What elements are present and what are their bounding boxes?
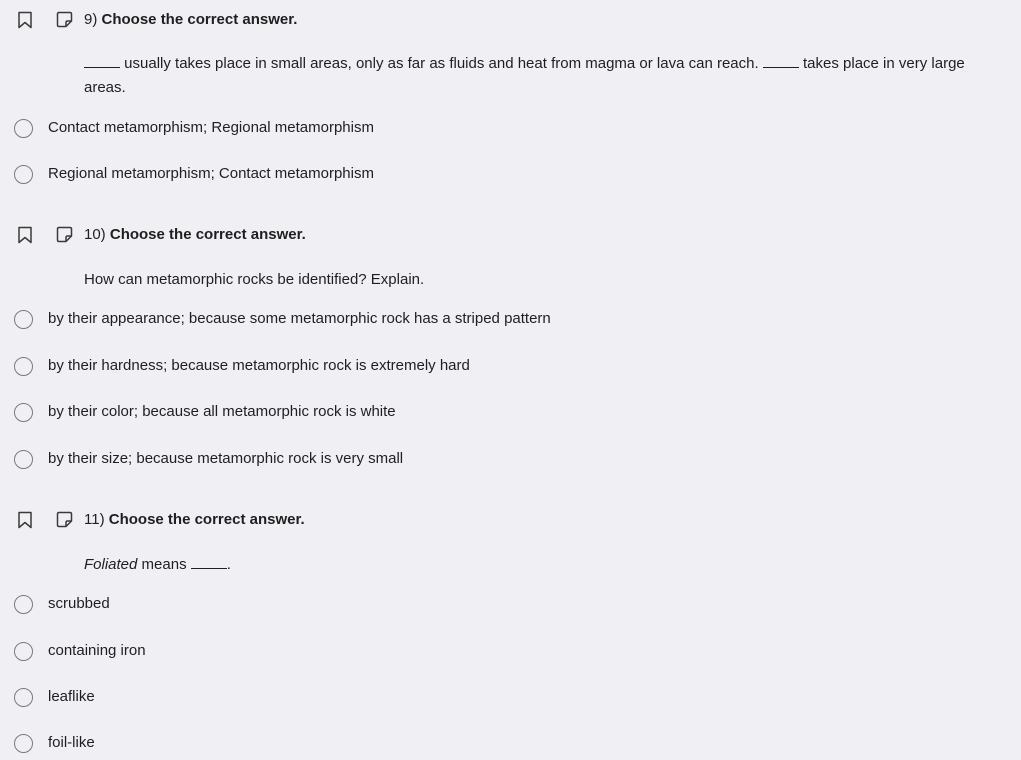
question-number: 11) xyxy=(84,511,105,528)
radio-button[interactable] xyxy=(14,310,33,329)
sticky-note-icon[interactable] xyxy=(56,11,73,28)
question-prompt: How can metamorphic rocks be identified? Explain. xyxy=(84,271,425,288)
option-label: by their appearance; because some metamorphic rock has a striped pattern xyxy=(48,310,551,327)
radio-button[interactable] xyxy=(14,688,33,707)
question-title: Choose the correct answer. xyxy=(108,511,305,528)
option-label: Regional metamorphism; Contact metamorphism xyxy=(48,165,374,182)
answer-option[interactable] xyxy=(14,116,374,140)
radio-button[interactable] xyxy=(14,595,33,614)
answer-option[interactable] xyxy=(14,731,95,755)
radio-button[interactable] xyxy=(14,734,33,753)
option-label: containing iron xyxy=(48,642,146,659)
option-label: scrubbed xyxy=(48,595,110,612)
answer-blank xyxy=(191,555,227,569)
prompt-italic-term: Foliated xyxy=(84,556,138,573)
question-prompt xyxy=(84,553,1009,577)
radio-button[interactable] xyxy=(14,119,33,138)
prompt-text: takes place in very large areas. xyxy=(84,55,965,96)
answer-blank xyxy=(763,54,799,68)
option-label: foil-like xyxy=(48,734,95,751)
question-header xyxy=(84,510,305,530)
option-label: Contact metamorphism; Regional metamorphism xyxy=(48,119,374,136)
answer-option[interactable] xyxy=(14,639,146,663)
sticky-note-icon[interactable] xyxy=(56,511,73,528)
radio-button[interactable] xyxy=(14,165,33,184)
option-label: by their size; because metamorphic rock is very small xyxy=(48,450,404,467)
option-label: by their color; because all metamorphic rock is white xyxy=(48,403,396,420)
question-number: 10) xyxy=(84,226,106,243)
prompt-text: usually takes place in small areas, only as far as fluids and heat from magma or lava can reach. xyxy=(124,55,759,72)
option-label: leaflike xyxy=(48,688,95,705)
prompt-text: . xyxy=(226,556,231,573)
option-label: by their hardness; because metamorphic rock is extremely hard xyxy=(48,357,470,374)
question-header xyxy=(84,10,297,30)
radio-button[interactable] xyxy=(14,403,33,422)
answer-blank xyxy=(84,54,120,68)
answer-option[interactable] xyxy=(14,307,551,331)
prompt-text: means xyxy=(141,556,187,573)
answer-option[interactable] xyxy=(14,592,110,616)
answer-option[interactable] xyxy=(14,447,403,471)
question-header xyxy=(84,225,306,245)
radio-button[interactable] xyxy=(14,450,33,469)
bookmark-icon[interactable] xyxy=(17,511,33,529)
question-title: Choose the correct answer. xyxy=(109,226,306,243)
answer-option[interactable] xyxy=(14,354,470,378)
radio-button[interactable] xyxy=(14,642,33,661)
answer-option[interactable] xyxy=(14,400,396,424)
bookmark-icon[interactable] xyxy=(17,226,33,244)
question-number: 9) xyxy=(84,11,98,28)
question-title: Choose the correct answer. xyxy=(101,11,298,28)
answer-option[interactable] xyxy=(14,685,95,709)
bookmark-icon[interactable] xyxy=(17,11,33,29)
radio-button[interactable] xyxy=(14,357,33,376)
sticky-note-icon[interactable] xyxy=(56,226,73,243)
answer-option[interactable] xyxy=(14,162,374,186)
question-prompt xyxy=(84,52,1009,100)
